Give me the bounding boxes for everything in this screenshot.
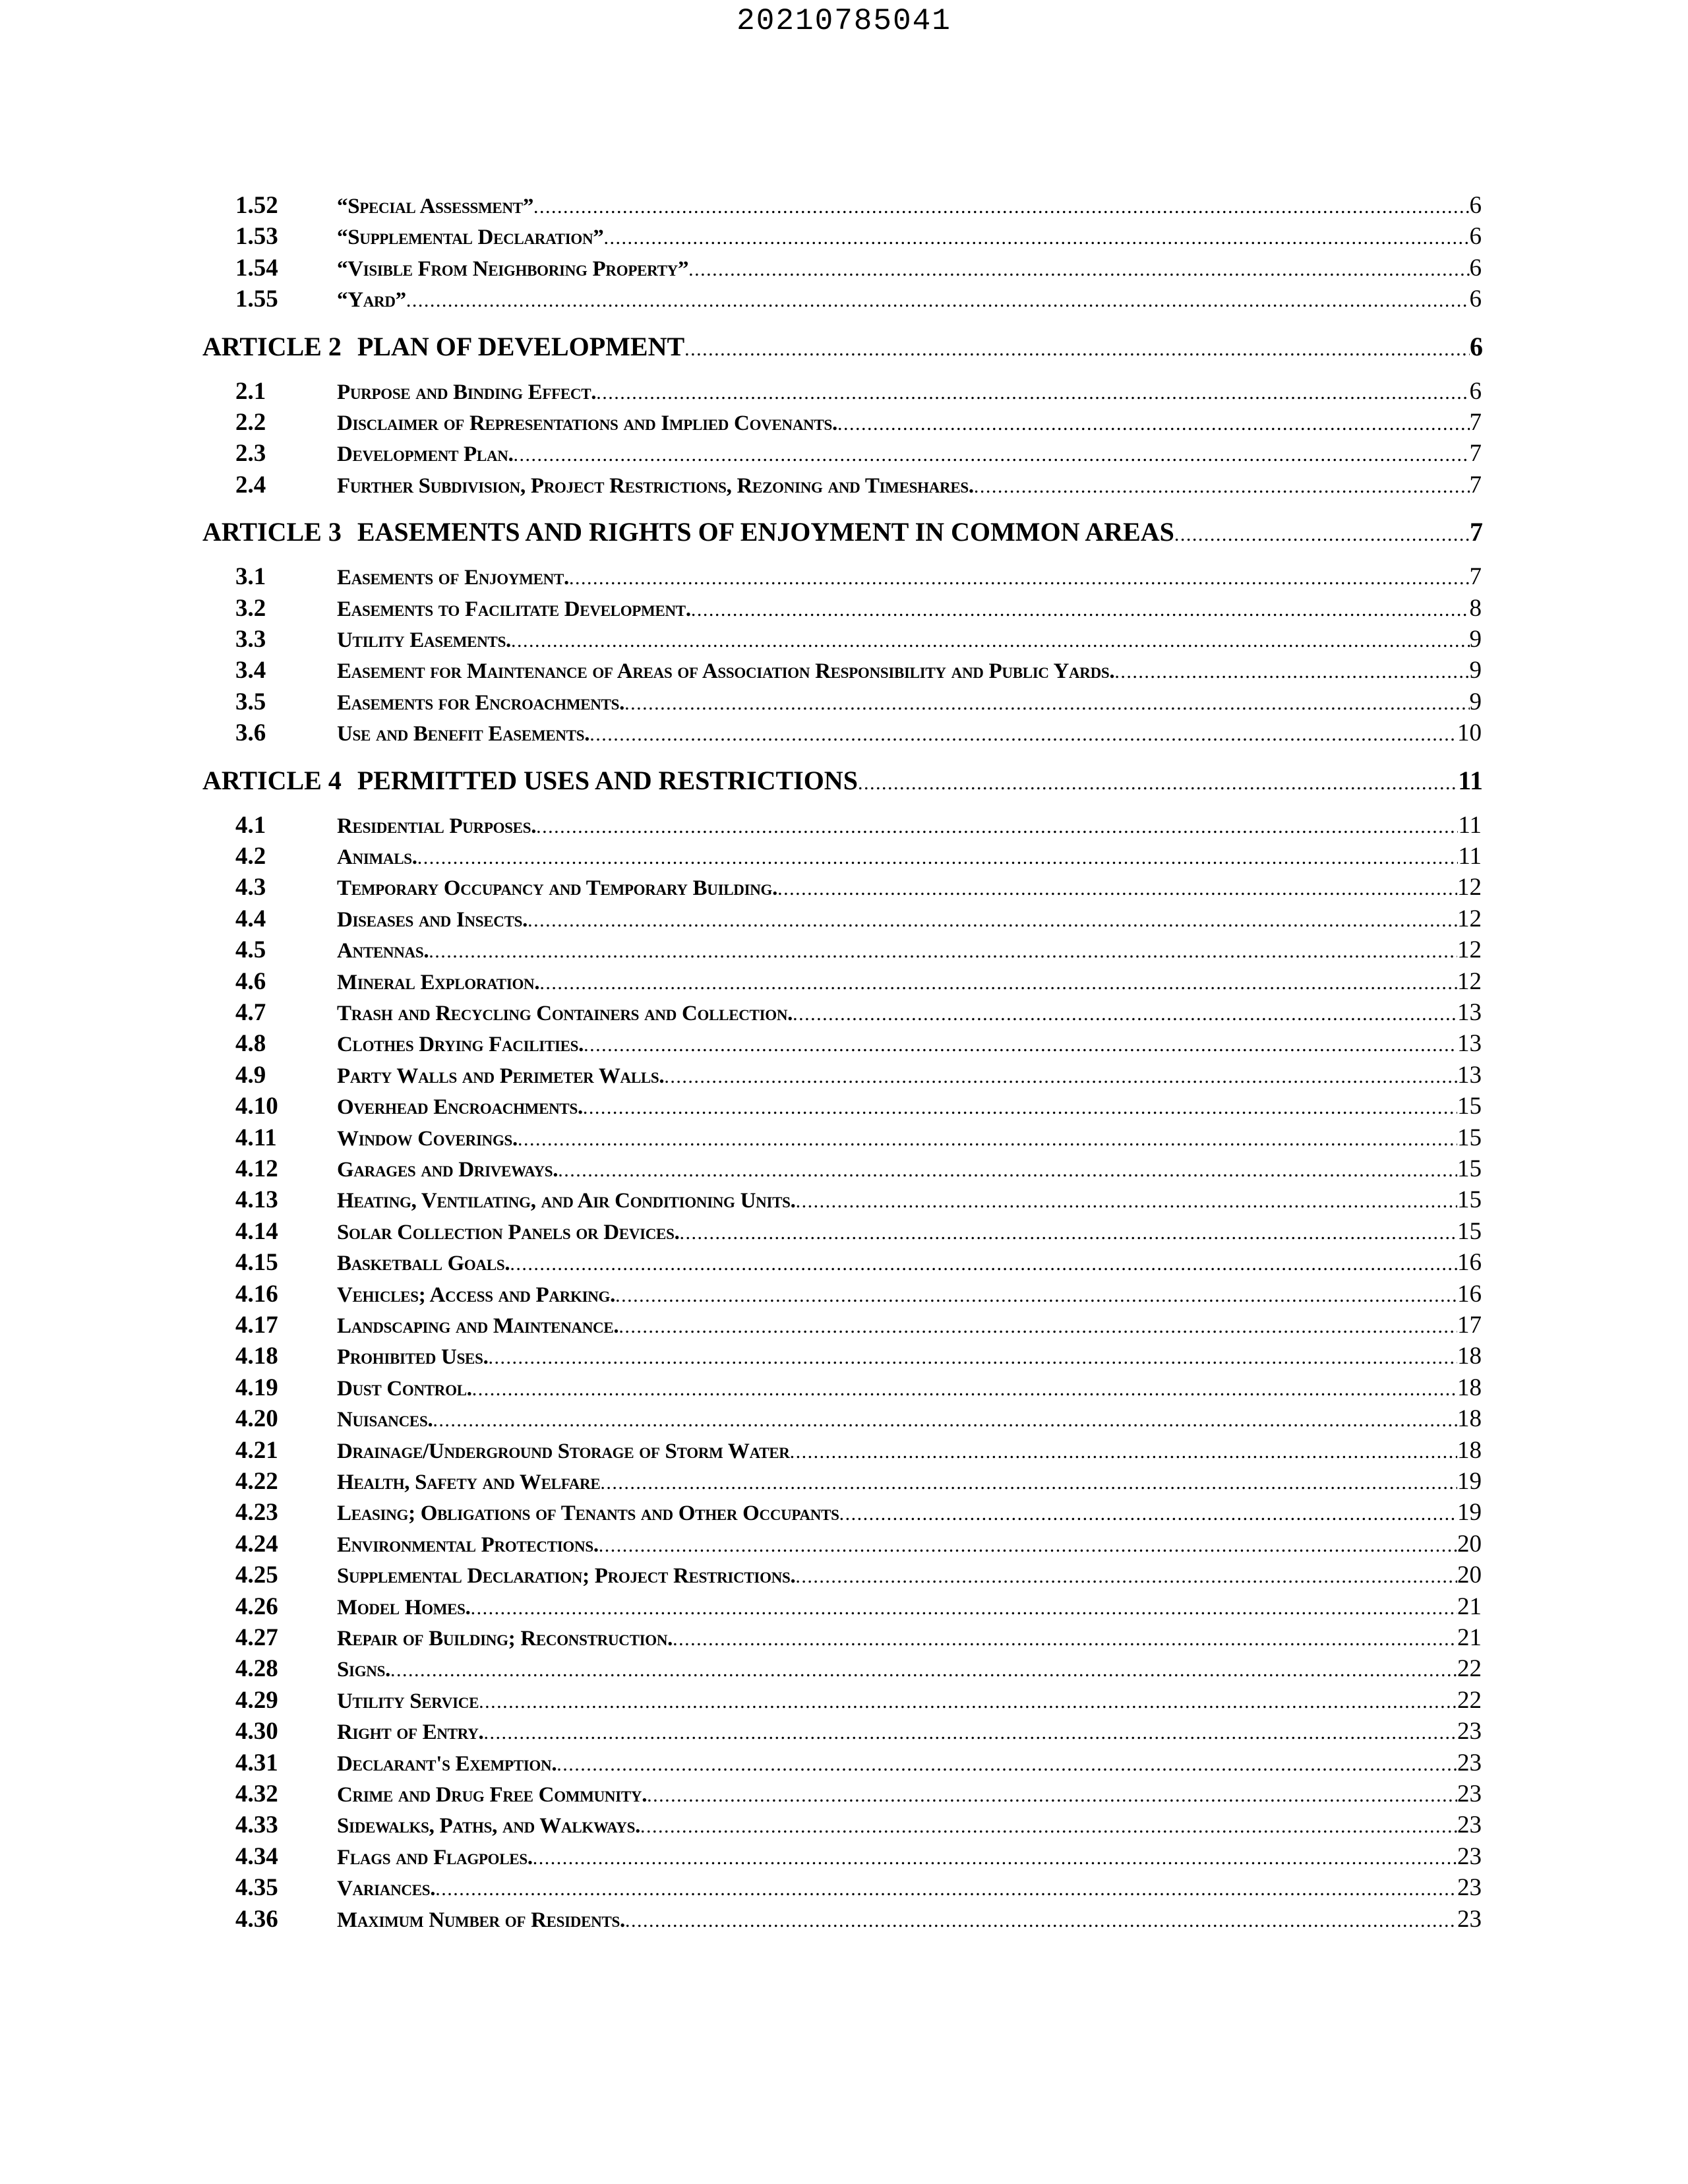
section-number: 4.34 (235, 1842, 278, 1870)
section-title: Prohibited Uses. (337, 1345, 489, 1370)
page-number: 18 (1457, 1343, 1482, 1370)
section-number: 3.6 (235, 719, 266, 747)
toc-entry[interactable] (201, 439, 1482, 470)
section-number: 4.25 (235, 1562, 278, 1589)
dot-leader (1114, 661, 1469, 683)
section-number: 4.7 (235, 999, 266, 1026)
dot-leader (625, 1910, 1457, 1932)
section-title: Mineral Exploration. (337, 970, 540, 994)
section-number: 4.4 (235, 905, 266, 932)
dot-leader (839, 1503, 1457, 1525)
dot-leader (518, 1128, 1457, 1151)
page-number: 18 (1457, 1405, 1482, 1433)
page-number: 23 (1457, 1749, 1482, 1776)
section-title: Easement for Maintenance of Areas of Association Responsibility and Public Yards. (337, 659, 1115, 684)
section-title: Maximum Number of Residents. (337, 1908, 625, 1932)
page-number: 13 (1457, 999, 1482, 1026)
section-title: Sidewalks, Paths, and Walkways. (337, 1814, 641, 1838)
toc-entry[interactable] (201, 811, 1482, 841)
dot-leader (514, 444, 1470, 466)
section-number: 4.5 (235, 936, 266, 964)
section-number: 2.2 (235, 409, 266, 436)
page-number: 6 (1469, 192, 1482, 219)
section-number: 3.1 (235, 563, 266, 591)
toc-entry[interactable] (201, 656, 1482, 686)
dot-leader (837, 413, 1470, 435)
dot-leader (533, 196, 1469, 218)
page-number: 22 (1457, 1686, 1482, 1714)
article-title: PERMITTED USES AND RESTRICTIONS (357, 765, 858, 795)
page-number: 23 (1457, 1905, 1482, 1933)
page-number: 8 (1469, 594, 1482, 622)
dot-leader (680, 1222, 1457, 1244)
page-number: 12 (1457, 967, 1482, 995)
dot-leader (691, 599, 1470, 621)
toc-entry[interactable] (201, 1467, 1482, 1498)
section-title: Nuisances. (337, 1408, 433, 1432)
section-number: 4.2 (235, 843, 266, 870)
dot-leader (510, 1253, 1457, 1275)
page-number: 12 (1457, 905, 1482, 932)
toc-entry[interactable] (201, 967, 1482, 998)
dot-leader (673, 1628, 1457, 1651)
dot-leader (558, 1159, 1457, 1182)
toc-entry[interactable] (201, 191, 1482, 222)
section-number: 2.1 (235, 377, 266, 405)
page-number: 21 (1457, 1592, 1482, 1620)
dot-leader (479, 1691, 1457, 1713)
page-number: 15 (1457, 1124, 1482, 1151)
toc-article-heading[interactable] (202, 331, 1483, 367)
section-title: Easements for Encroachments. (337, 690, 625, 715)
toc-entry[interactable] (201, 1592, 1482, 1623)
dot-leader (974, 475, 1470, 498)
page-number: 7 (1469, 563, 1482, 591)
section-number: 4.12 (235, 1155, 278, 1182)
dot-leader (511, 630, 1469, 652)
section-number: 4.24 (235, 1530, 278, 1558)
dot-leader (406, 289, 1470, 312)
toc-entry[interactable] (201, 625, 1482, 655)
toc-entry[interactable] (201, 285, 1482, 315)
toc-entry[interactable] (201, 1717, 1482, 1747)
section-number: 1.52 (235, 192, 278, 219)
section-title: Leasing; Obligations of Tenants and Other Occupants (337, 1502, 839, 1526)
toc-entry[interactable] (201, 1248, 1482, 1279)
section-number: 4.8 (235, 1030, 266, 1058)
toc-entry[interactable] (201, 1186, 1482, 1216)
toc-entry[interactable] (201, 1280, 1482, 1310)
toc-entry[interactable] (201, 1217, 1482, 1248)
section-title: Right of Entry. (337, 1720, 484, 1745)
dot-leader (435, 1878, 1457, 1900)
dot-leader (533, 1847, 1457, 1869)
section-number: 4.9 (235, 1061, 266, 1089)
page-number: 15 (1457, 1093, 1482, 1120)
toc-entry[interactable] (201, 1061, 1482, 1091)
section-number: 4.19 (235, 1374, 278, 1401)
section-number: 4.13 (235, 1186, 278, 1214)
section-title: Solar Collection Panels or Devices. (337, 1220, 680, 1244)
toc-entry[interactable] (201, 1873, 1482, 1904)
dot-leader (858, 772, 1458, 795)
dot-leader (596, 382, 1469, 404)
page-number: 12 (1457, 936, 1482, 964)
toc-entry[interactable] (201, 562, 1482, 593)
page-number: 7 (1469, 440, 1482, 468)
section-number: 4.35 (235, 1874, 278, 1902)
section-number: 4.23 (235, 1499, 278, 1527)
section-number: 3.4 (235, 657, 266, 684)
toc-entry[interactable] (201, 1029, 1482, 1060)
dot-leader (603, 227, 1469, 249)
section-title: Signs. (337, 1658, 391, 1682)
toc-entry[interactable] (201, 719, 1482, 749)
toc-entry[interactable] (201, 1654, 1482, 1685)
dot-leader (390, 1659, 1457, 1682)
toc-entry[interactable] (201, 1374, 1482, 1404)
toc-entry[interactable] (201, 1530, 1482, 1560)
dot-leader (429, 940, 1457, 963)
section-title: Overhead Encroachments. (337, 1095, 583, 1120)
section-title: Utility Easements. (337, 628, 512, 652)
toc-entry[interactable] (201, 1561, 1482, 1591)
section-number: 4.32 (235, 1780, 278, 1807)
dot-leader (483, 1722, 1457, 1744)
section-number: 4.26 (235, 1592, 278, 1620)
page-number: 20 (1457, 1530, 1482, 1558)
section-title: Party Walls and Perimeter Walls. (337, 1064, 665, 1088)
page-number: 16 (1457, 1249, 1482, 1277)
page-number: 9 (1469, 688, 1482, 715)
section-title: “Special Assessment” (337, 195, 534, 218)
page-number: 15 (1457, 1217, 1482, 1245)
section-number: 4.11 (235, 1124, 277, 1151)
section-number: 4.16 (235, 1280, 278, 1308)
section-title: Disclaimer of Representations and Implied Covenants. (337, 411, 837, 435)
toc-entry[interactable] (201, 1092, 1482, 1122)
section-number: 4.28 (235, 1655, 278, 1683)
dot-leader (489, 1347, 1457, 1369)
dot-leader (777, 878, 1457, 900)
dot-leader (472, 1378, 1457, 1401)
dot-leader (471, 1597, 1457, 1620)
section-title: Antennas. (337, 939, 429, 963)
page-number: 16 (1457, 1280, 1482, 1308)
page-number: 19 (1457, 1468, 1482, 1495)
toc-entry[interactable] (201, 1842, 1482, 1873)
page-number: 7 (1469, 409, 1482, 436)
section-number: 4.27 (235, 1624, 278, 1651)
section-title: Supplemental Declaration; Project Restrictions. (337, 1564, 796, 1589)
page-number: 18 (1457, 1374, 1482, 1401)
dot-leader (599, 1534, 1457, 1557)
section-title: Health, Safety and Welfare (337, 1471, 601, 1494)
section-number: 4.33 (235, 1811, 278, 1839)
section-title: Dust Control. (337, 1376, 472, 1401)
page-number: 6 (1469, 254, 1482, 282)
toc-entry[interactable] (201, 936, 1482, 966)
page-number: 7 (1469, 471, 1482, 499)
section-number: 4.21 (235, 1436, 278, 1464)
section-title: Repair of Building; Reconstruction. (337, 1627, 673, 1651)
section-number: 2.3 (235, 440, 266, 468)
page-number: 6 (1469, 377, 1482, 405)
dot-leader (528, 909, 1457, 932)
toc-entry[interactable] (201, 377, 1482, 408)
dot-leader (618, 1316, 1457, 1338)
section-title: Easements of Enjoyment. (337, 566, 569, 590)
section-title: Temporary Occupancy and Temporary Building. (337, 876, 778, 901)
toc-entry[interactable] (201, 842, 1482, 872)
page-number: 23 (1457, 1811, 1482, 1839)
dot-leader (583, 1097, 1457, 1119)
page-number: 22 (1457, 1655, 1482, 1683)
dot-leader (536, 816, 1458, 838)
section-number: 3.5 (235, 688, 266, 715)
section-title: Animals. (337, 845, 417, 869)
section-number: 4.17 (235, 1312, 278, 1339)
section-title: Further Subdivision, Project Restrictions, Rezoning and Timeshares. (337, 473, 974, 498)
section-title: Landscaping and Maintenance. (337, 1314, 619, 1338)
section-title: “Yard” (337, 288, 406, 313)
toc-entry[interactable] (201, 254, 1482, 284)
page-number: 23 (1457, 1874, 1482, 1902)
page-number: 11 (1458, 765, 1483, 795)
toc-entry[interactable] (201, 1686, 1482, 1716)
article-label: ARTICLE 4 (202, 765, 342, 795)
toc-entry[interactable] (201, 1905, 1482, 1935)
toc-entry[interactable] (201, 1436, 1482, 1467)
section-number: 4.10 (235, 1093, 278, 1120)
dot-leader (790, 1441, 1457, 1463)
toc-entry[interactable] (201, 873, 1482, 903)
dot-leader (795, 1565, 1457, 1588)
toc-entry[interactable] (201, 1749, 1482, 1779)
toc-entry[interactable] (201, 905, 1482, 935)
dot-leader (539, 972, 1457, 994)
toc-entry[interactable] (201, 1155, 1482, 1185)
toc-entry[interactable] (201, 998, 1482, 1029)
dot-leader (417, 847, 1459, 869)
page-number: 11 (1458, 811, 1482, 839)
dot-leader (664, 1066, 1457, 1088)
toc-entry[interactable] (201, 1124, 1482, 1154)
toc-entry[interactable] (201, 594, 1482, 624)
page-number: 12 (1457, 874, 1482, 901)
document-number: 20210785041 (737, 4, 951, 38)
dot-leader (684, 338, 1470, 361)
article-title: EASEMENTS AND RIGHTS OF ENJOYMENT IN COMMON AREAS (357, 517, 1174, 547)
section-title: Flags and Flagpoles. (337, 1845, 533, 1869)
section-number: 4.29 (235, 1686, 278, 1714)
page-number: 7 (1470, 517, 1483, 547)
section-number: 4.22 (235, 1468, 278, 1495)
toc-entry[interactable] (201, 408, 1482, 439)
section-number: 4.18 (235, 1343, 278, 1370)
section-title: Development Plan. (337, 442, 514, 467)
section-number: 4.31 (235, 1749, 278, 1776)
section-title: Drainage/Underground Storage of Storm Water (337, 1439, 790, 1463)
section-title: Heating, Ventilating, and Air Conditioning Units. (337, 1189, 796, 1213)
section-title: Crime and Drug Free Community. (337, 1783, 648, 1807)
section-number: 4.1 (235, 811, 266, 839)
section-title: Trash and Recycling Containers and Collection. (337, 1002, 793, 1025)
article-title: PLAN OF DEVELOPMENT (357, 331, 685, 361)
section-title: Residential Purposes. (337, 814, 537, 838)
dot-leader (624, 692, 1469, 715)
page-number: 17 (1457, 1312, 1482, 1339)
section-number: 1.55 (235, 286, 278, 313)
section-title: Clothes Drying Facilities. (337, 1033, 584, 1057)
section-number: 2.4 (235, 471, 266, 499)
section-number: 4.30 (235, 1718, 278, 1745)
dot-leader (433, 1409, 1457, 1432)
section-number: 4.20 (235, 1405, 278, 1433)
toc-entry[interactable] (201, 1623, 1482, 1654)
section-number: 3.2 (235, 594, 266, 622)
page-number: 6 (1469, 223, 1482, 251)
section-title: “Supplemental Declaration” (337, 226, 604, 250)
article-label: ARTICLE 3 (202, 517, 342, 547)
page-number: 15 (1457, 1186, 1482, 1214)
toc-article-heading[interactable] (202, 516, 1483, 552)
section-number: 1.53 (235, 223, 278, 251)
dot-leader (796, 1190, 1457, 1213)
page-number: 23 (1457, 1718, 1482, 1745)
toc-entry[interactable] (201, 1311, 1482, 1341)
toc-entry[interactable] (201, 1498, 1482, 1529)
toc-entry[interactable] (201, 471, 1482, 501)
toc-entry[interactable] (201, 1405, 1482, 1435)
dot-leader (600, 1472, 1457, 1494)
page-number: 20 (1457, 1562, 1482, 1589)
section-title: Use and Benefit Easements. (337, 722, 590, 746)
page-number: 6 (1469, 286, 1482, 313)
section-number: 4.15 (235, 1249, 278, 1277)
toc-entry[interactable] (201, 1780, 1482, 1810)
dot-leader (793, 1003, 1457, 1025)
page-number: 19 (1457, 1499, 1482, 1527)
section-title: Declarant's Exemption. (337, 1751, 557, 1776)
dot-leader (647, 1784, 1457, 1807)
page-number: 18 (1457, 1436, 1482, 1464)
page-number: 6 (1470, 331, 1483, 361)
section-title: Vehicles; Access and Parking. (337, 1283, 616, 1307)
section-title: “Visible From Neighboring Property” (337, 257, 689, 281)
page-number: 11 (1458, 843, 1482, 870)
dot-leader (589, 723, 1457, 746)
section-number: 4.6 (235, 967, 266, 995)
dot-leader (1174, 524, 1470, 546)
section-number: 4.14 (235, 1217, 278, 1245)
section-title: Model Homes. (337, 1595, 471, 1620)
section-title: Garages and Driveways. (337, 1158, 558, 1182)
page-number: 21 (1457, 1624, 1482, 1651)
page-number: 9 (1469, 626, 1482, 653)
section-title: Purpose and Binding Effect. (337, 380, 597, 404)
section-title: Basketball Goals. (337, 1252, 510, 1276)
section-number: 4.36 (235, 1905, 278, 1933)
toc-entry[interactable] (201, 1342, 1482, 1372)
toc-article-heading[interactable] (202, 765, 1483, 801)
section-title: Diseases and Insects. (337, 907, 528, 932)
dot-leader (640, 1815, 1457, 1838)
page-number: 13 (1457, 1030, 1482, 1058)
section-number: 1.54 (235, 254, 278, 282)
dot-leader (688, 258, 1469, 281)
page-number: 15 (1457, 1155, 1482, 1182)
dot-leader (569, 567, 1470, 590)
toc-entry[interactable] (201, 222, 1482, 253)
section-title: Window Coverings. (337, 1126, 518, 1151)
section-title: Easements to Facilitate Development. (337, 597, 691, 621)
section-number: 4.3 (235, 874, 266, 901)
section-title: Variances. (337, 1877, 436, 1901)
page-number: 9 (1469, 657, 1482, 684)
page-number: 23 (1457, 1842, 1482, 1870)
section-title: Utility Service (337, 1689, 479, 1713)
section-number: 3.3 (235, 626, 266, 653)
article-label: ARTICLE 2 (202, 331, 342, 361)
section-title: Environmental Protections. (337, 1532, 599, 1557)
page-number: 23 (1457, 1780, 1482, 1807)
page-number: 13 (1457, 1061, 1482, 1089)
dot-leader (615, 1285, 1457, 1307)
dot-leader (584, 1034, 1457, 1056)
toc-entry[interactable] (201, 688, 1482, 718)
page-number: 10 (1457, 719, 1482, 747)
toc-entry[interactable] (201, 1811, 1482, 1841)
dot-leader (557, 1753, 1457, 1776)
